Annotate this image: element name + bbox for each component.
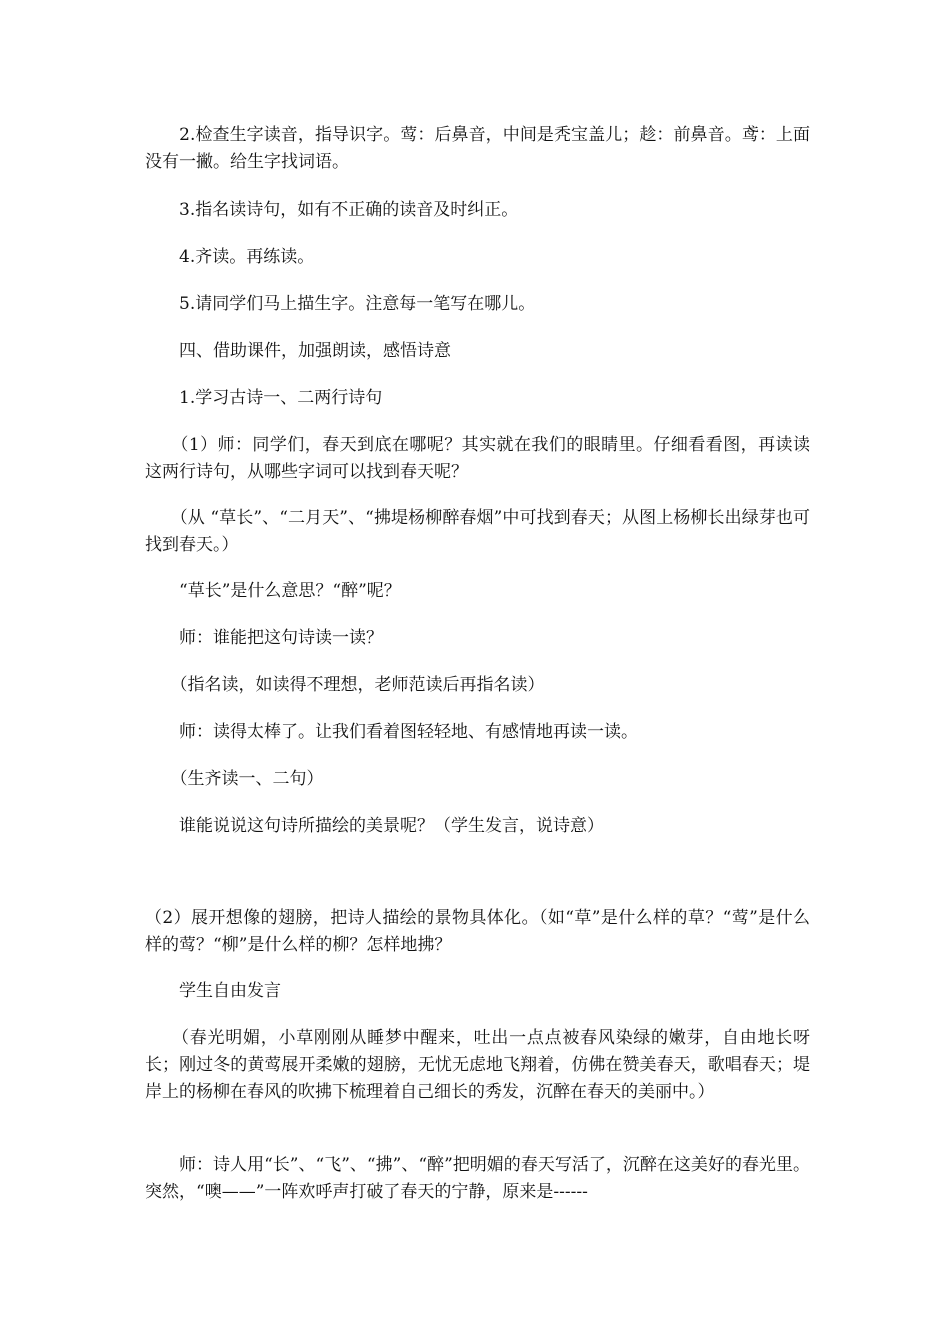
- paragraph-check-pronunciation: 2.检查生字读音，指导识字。莺：后鼻音，中间是秃宝盖儿；趁：前鼻音。鸢：上面没有一撇。给生字找词语。: [145, 125, 810, 172]
- paragraph-spring-description: （春光明媚，小草刚刚从睡梦中醒来，吐出一点点被春风染绿的嫩芽，自由地长呀长；刚过冬的黄莺展开柔嫩的翅膀，无忧无虑地飞翔着，仿佛在赞美春天，歌唱春天；堤岸上的杨柳在春风的吹拂下梳理着自己细长的秀发，沉醉在春天的美丽中。）: [145, 1028, 810, 1102]
- paragraph-read-verses: 3.指名读诗句，如有不正确的读音及时纠正。: [145, 200, 519, 220]
- paragraph-read-verse: 师：谁能把这句诗读一读？: [145, 628, 383, 648]
- paragraph-read-together: 4.齐读。再练读。: [145, 247, 315, 267]
- section-heading-four: 四、借助课件，加强朗读，感悟诗意: [145, 341, 451, 361]
- paragraph-trace-characters: 5.请同学们马上描生字。注意每一笔写在哪儿。: [145, 294, 536, 314]
- paragraph-praise: 师：读得太棒了。让我们看着图轻轻地、有感情地再读一读。: [145, 722, 638, 742]
- paragraph-describe-scene: 谁能说说这句诗所描绘的美景呢？（学生发言，说诗意）: [145, 816, 604, 836]
- paragraph-read-lines: （生齐读一、二句）: [145, 769, 324, 789]
- paragraph-free-speech: 学生自由发言: [145, 981, 281, 1001]
- paragraph-meaning-question: “草长”是什么意思？“醉”呢？: [145, 581, 401, 601]
- paragraph-imagination: （2）展开想像的翅膀，把诗人描绘的景物具体化。（如“草”是什么样的草？“莺”是什么样的莺？“柳”是什么样的柳？怎样地拂？: [145, 908, 810, 955]
- paragraph-model-reading: （指名读，如读得不理想，老师范读后再指名读）: [145, 675, 545, 695]
- subheading-verse-lines: 1.学习古诗一、二两行诗句: [145, 388, 383, 408]
- paragraph-answer-spring: （从 “草长”、“二月天”、“拂堤杨柳醉春烟”中可找到春天；从图上杨柳长出绿芽也可找到春天。）: [145, 508, 810, 555]
- paragraph-teacher-question: （1）师：同学们，春天到底在哪呢？其实就在我们的眼睛里。仔细看看图，再读读这两行诗句，从哪些字词可以找到春天呢？: [145, 435, 810, 482]
- paragraph-poet-words: 师：诗人用“长”、“飞”、“拂”、“醉”把明媚的春天写活了，沉醉在这美好的春光里。突然，“噢——”一阵欢呼声打破了春天的宁静，原来是------: [145, 1155, 810, 1202]
